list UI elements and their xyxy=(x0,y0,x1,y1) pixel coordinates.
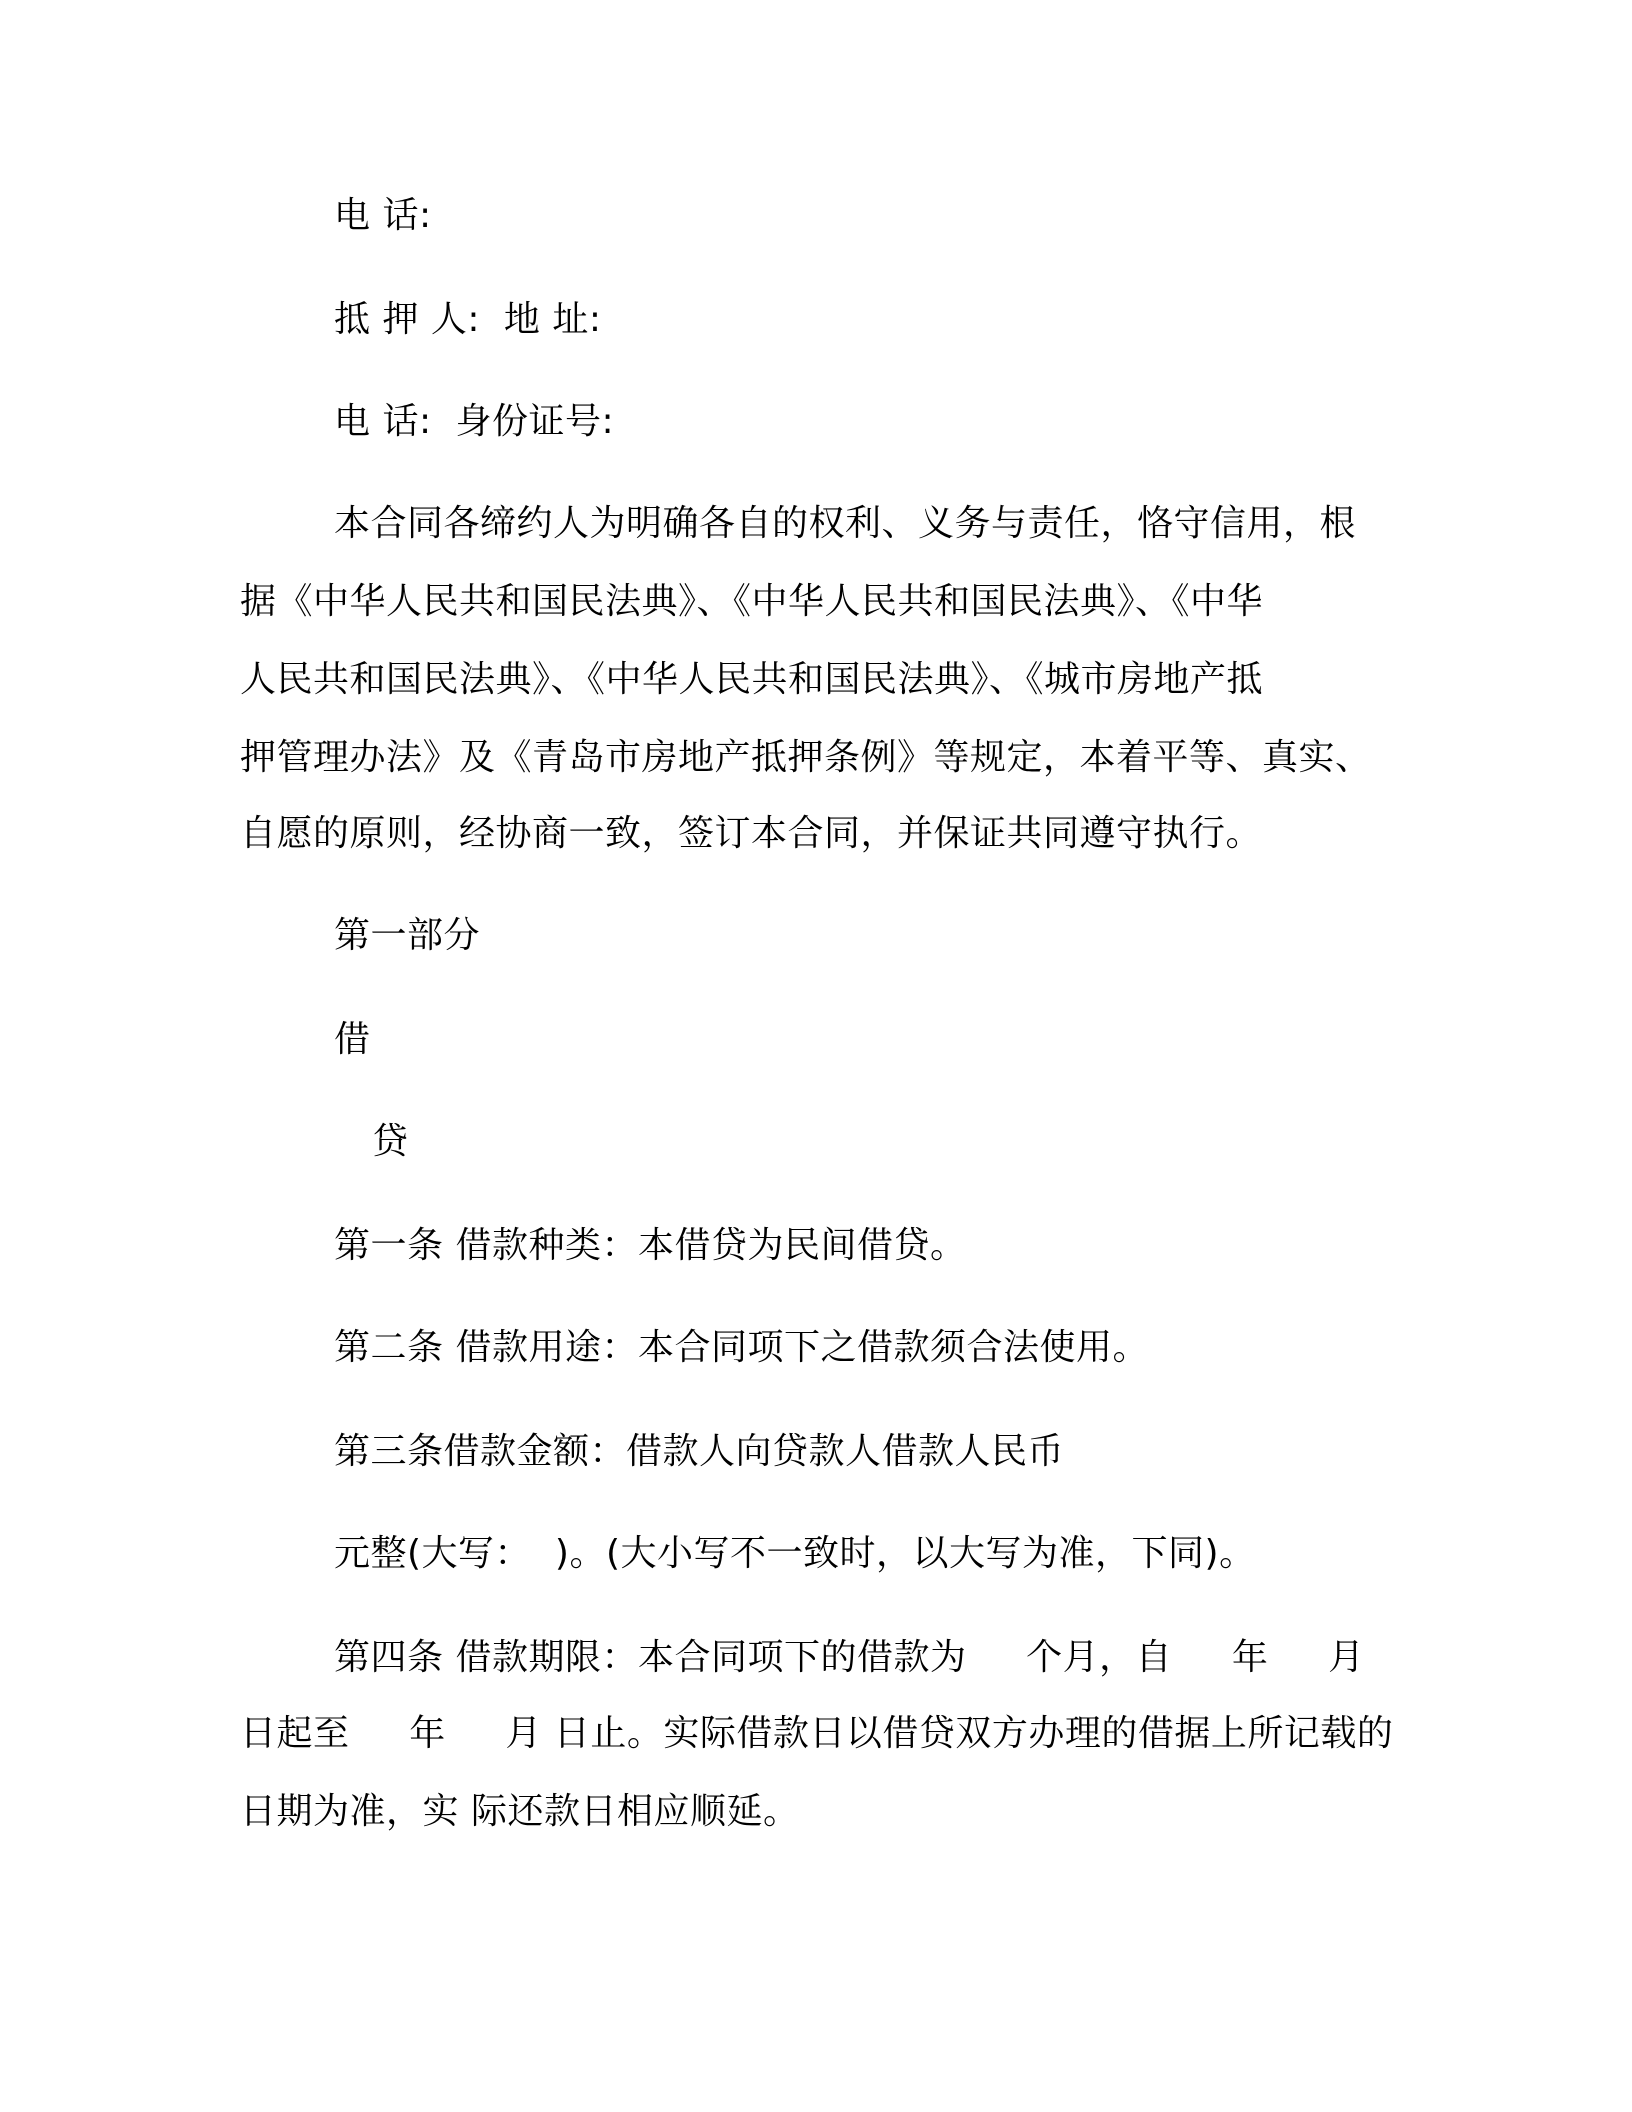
mortgagor-address-line: 抵 押 人: 地 址: xyxy=(334,299,602,340)
phone-label-line: 电 话: xyxy=(334,195,432,236)
article-1: 第一条 借款种类：本借贷为民间借贷。 xyxy=(334,1225,967,1266)
phone-id-line: 电 话: 身份证号: xyxy=(334,401,615,442)
section-title-char: 贷 xyxy=(372,1121,409,1162)
preamble-line: 人民共和国民法典》、《中华人民共和国民法典》、《城市房地产抵 xyxy=(240,659,1264,700)
preamble-line: 自愿的原则，经协商一致，签订本合同，并保证共同遵守执行。 xyxy=(240,813,1263,854)
section-title-char: 借 xyxy=(334,1019,371,1060)
preamble-line: 本合同各缔约人为明确各自的权利、义务与责任，恪守信用，根 xyxy=(334,503,1357,544)
article-3-line: 第三条借款金额：借款人向贷款人借款人民币 xyxy=(334,1431,1065,1472)
article-2: 第二条 借款用途：本合同项下之借款须合法使用。 xyxy=(334,1327,1149,1368)
article-4-line: 日期为准，实 际还款日相应顺延。 xyxy=(240,1791,800,1832)
preamble-line: 据《中华人民共和国民法典》、《中华人民共和国民法典》、《中华 xyxy=(240,581,1264,622)
article-4-line: 第四条 借款期限：本合同项下的借款为 个月，自 年 月 xyxy=(334,1637,1365,1678)
part-heading: 第一部分 xyxy=(334,915,481,956)
article-4-line: 日起至 年 月 日止。实际借款日以借贷双方办理的借据上所记载的 xyxy=(240,1713,1394,1754)
article-3-line: 元整(大写： )。(大小写不一致时，以大写为准，下同)。 xyxy=(334,1533,1256,1574)
preamble-line: 押管理办法》及《青岛市房地产抵押条例》等规定，本着平等、真实、 xyxy=(240,737,1372,778)
